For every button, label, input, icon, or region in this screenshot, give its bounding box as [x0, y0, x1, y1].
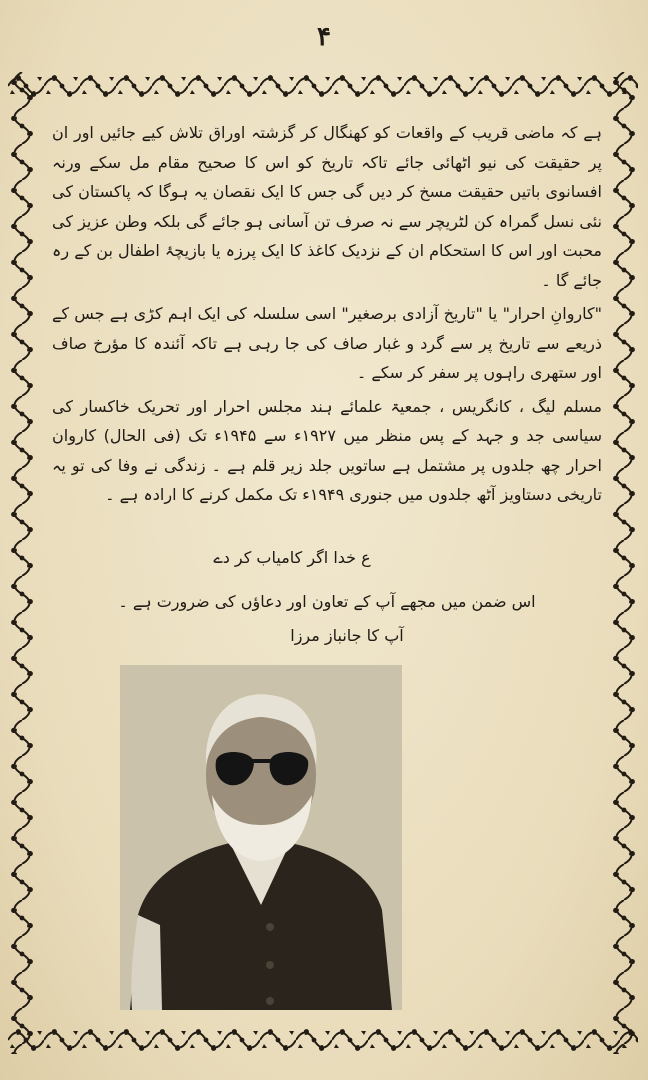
body-text — [52, 118, 602, 514]
ornamental-border-left — [8, 72, 36, 1054]
signature: آپ کا جانباز مرزا — [290, 626, 404, 645]
prayer-line: ع خدا اگر کامیاب کر دے — [213, 548, 371, 567]
author-portrait-photo — [120, 665, 402, 1010]
paragraph: ہے کہ ماضی قریب کے واقعات کو کھنگال کر گزشتہ اوراق تلاش کیے جائیں اور ان پر حقیقت کی نیو اٹھائی جائے تاکہ تاریخ کو اس کا صحیح مقام مل سکے ورنہ افسانوی باتیں حقیقت مسخ کر دیں گی جس کا ایک نقصان یہ ہوگا کہ پاکستان کی نئی نسل گمراہ کن لٹریچر سے نہ صرف تن آسانی ہو جائے گی بلکہ وطن عزیز کی محبت اور اس کا استحکام ان کے نزدیک کاغذ کا ایک پرزہ یا بازیچۂ اطفال بن کے رہ جائے گا ۔ — [52, 123, 602, 290]
paragraph: "کاروانِ احرار" یا "تاریخ آزادی برصغیر" اسی سلسلہ کی ایک اہم کڑی ہے جس کے ذریعے سے تاریخ پر سے گرد و غبار صاف کی جا رہی ہے تاکہ آئندہ کا مؤرخ صاف اور ستھری راہوں پر سفر کر سکے ۔ — [52, 304, 602, 382]
ornamental-border-bottom — [8, 1026, 638, 1054]
page-number: ۴ — [317, 22, 331, 52]
ornamental-border-top — [8, 72, 638, 100]
paragraph: مسلم لیگ ، کانگریس ، جمعیۃ علمائے ہند مجلس احرار اور تحریک خاکسار کی سیاسی جد و جہد کے پس منظر میں ۱۹۲۷ء سے ۱۹۴۵ء تک (فی الحال) کاروان احرار چھ جلدوں پر مشتمل ہے ساتویں جلد زیر قلم ہے ۔ زندگی نے وفا کی تو یہ تاریخی دستاویز آٹھ جلدوں میں جنوری ۱۹۴۹ء تک مکمل کرنے کا ارادہ ہے ۔ — [52, 396, 602, 504]
ornamental-border-right — [610, 72, 638, 1054]
request-line: اس ضمن میں مجھے آپ کے تعاون اور دعاؤں کی ضرورت ہے ۔ — [118, 592, 536, 611]
